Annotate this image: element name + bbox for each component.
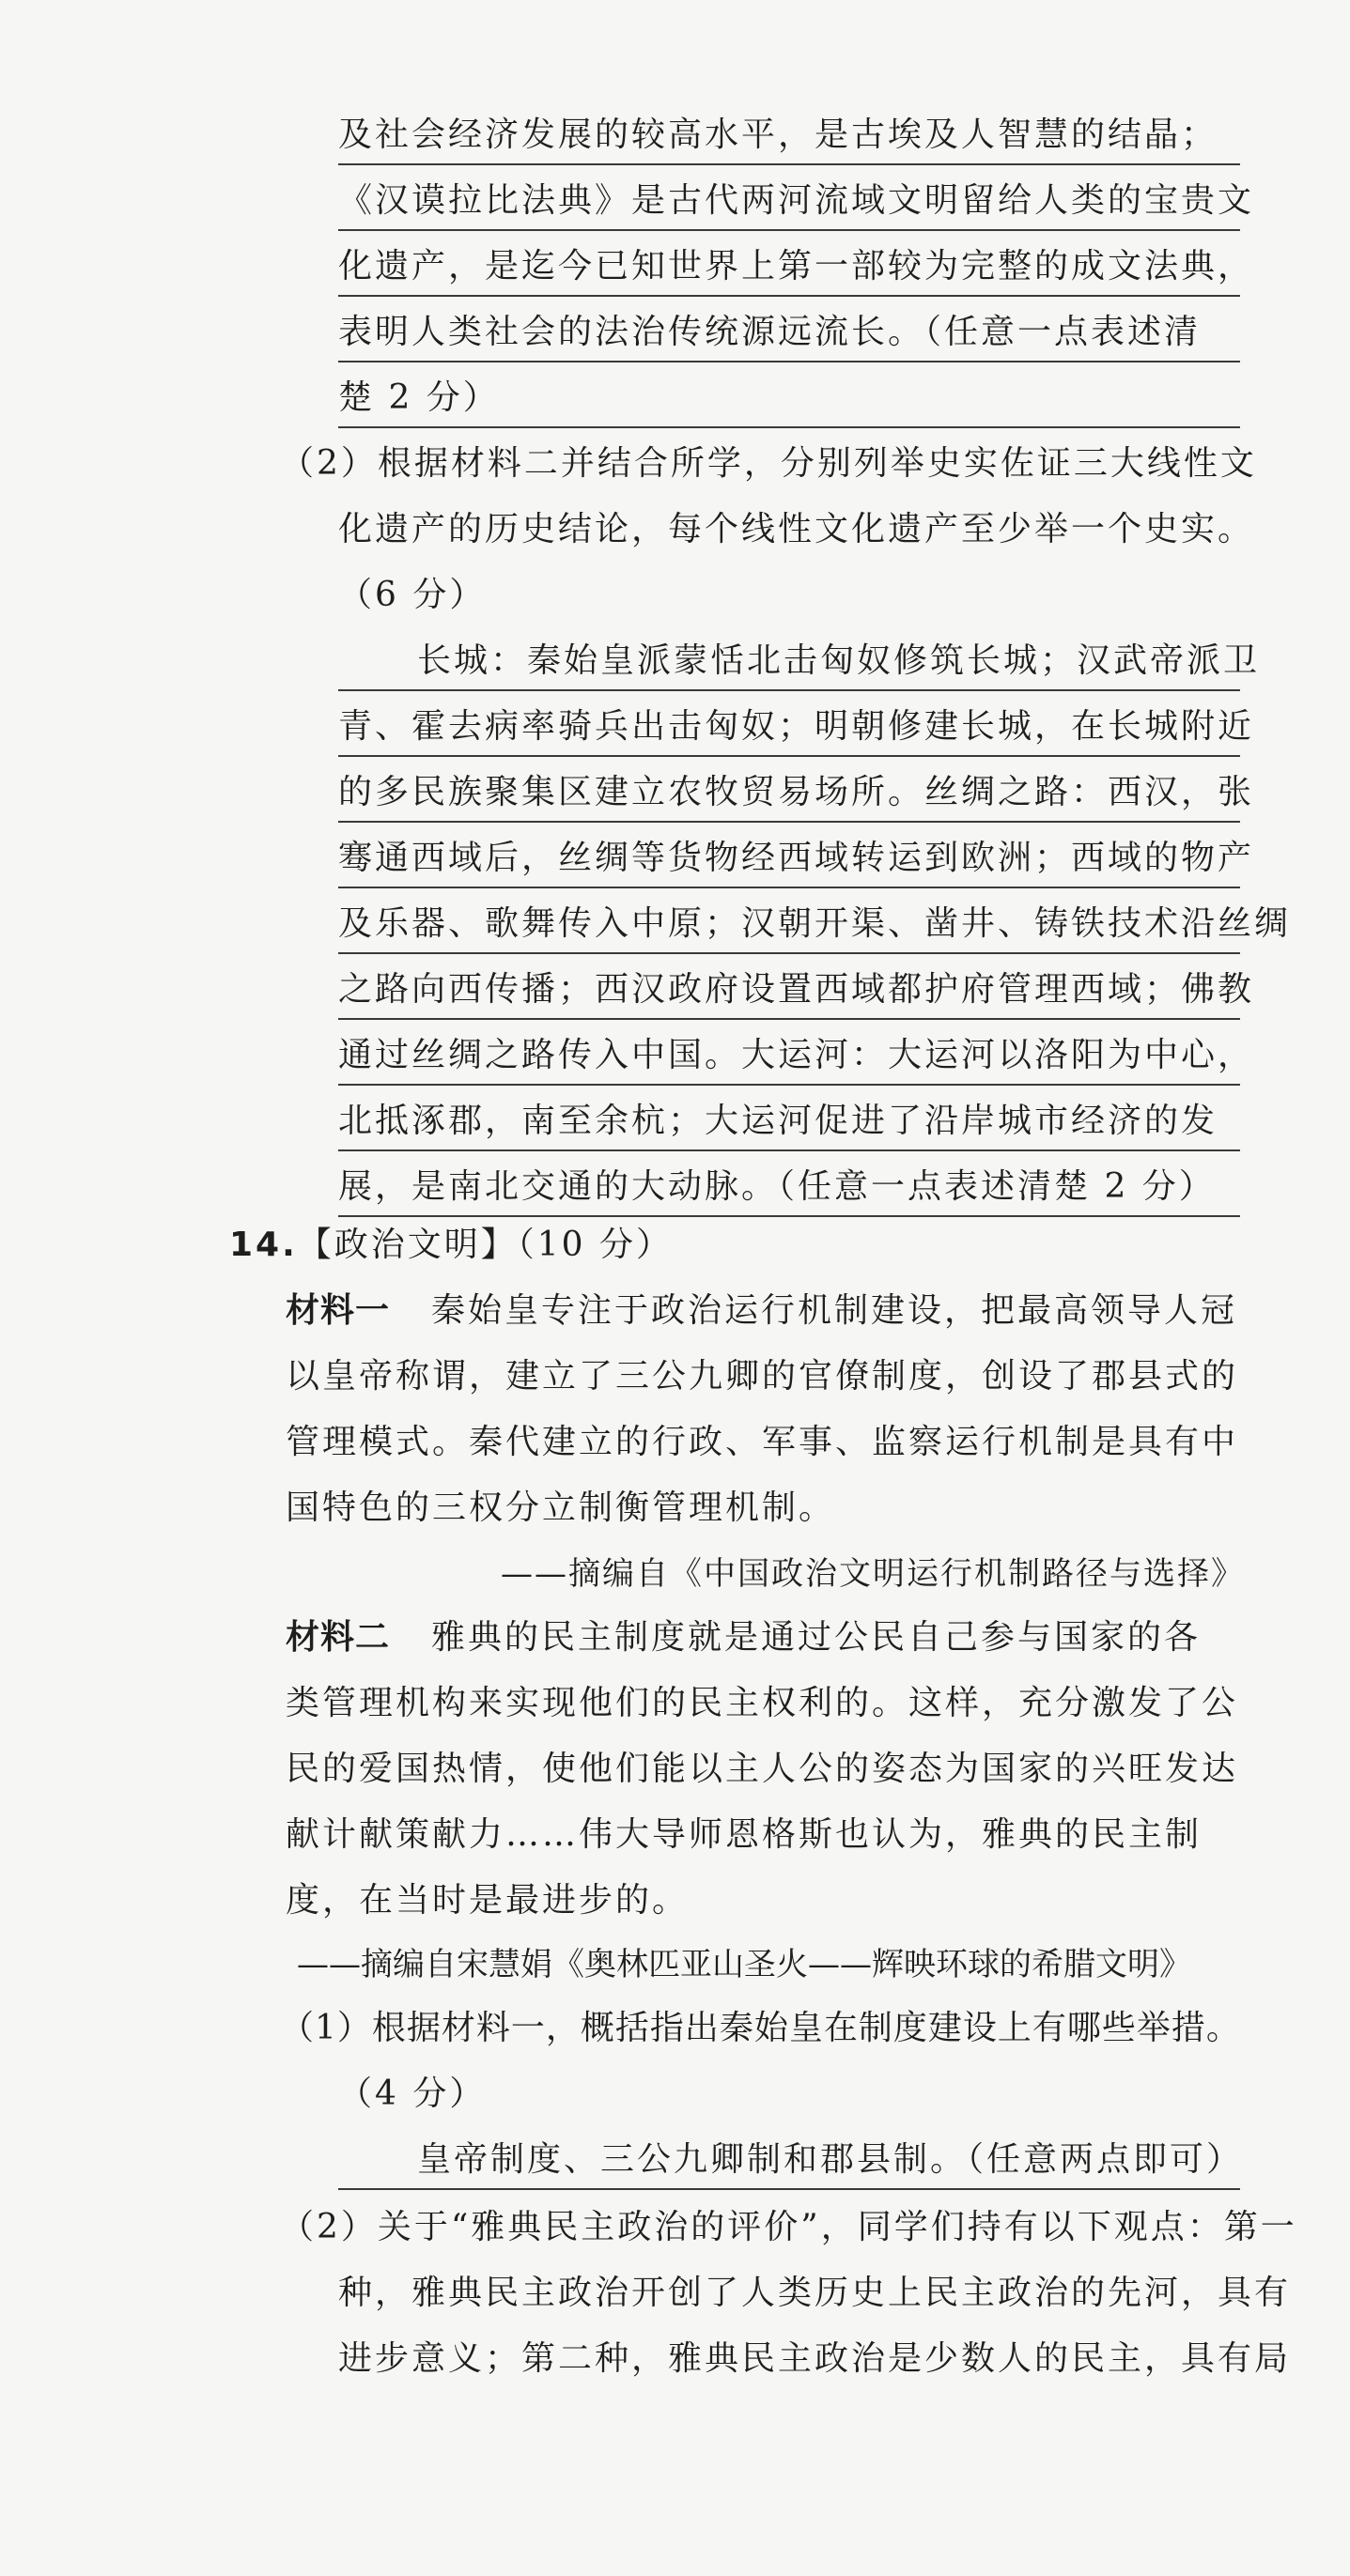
material-text: 秦始皇专注于政治运行机制建设，把最高领导人冠	[431, 1291, 1238, 1330]
answer-line: 及社会经济发展的较高水平，是古埃及人智慧的结晶；	[338, 111, 1240, 165]
question-line: （2）关于“雅典民主政治的评价”，同学们持有以下观点：第一	[280, 2208, 1297, 2246]
answer-line: 皇帝制度、三公九卿制和郡县制。（任意两点即可）	[338, 2136, 1240, 2190]
answer-line: 的多民族聚集区建立农牧贸易场所。丝绸之路：西汉，张	[338, 768, 1240, 823]
answer-line: 楚 2 分）	[338, 374, 1240, 428]
material-line: 管理模式。秦代建立的行政、军事、监察运行机制是具有中	[286, 1423, 1239, 1461]
answer-line: 之路向西传播；西汉政府设置西域都护府管理西域；佛教	[338, 965, 1240, 1020]
material-line	[286, 1287, 1237, 1335]
answer-line: 表明人类社会的法治传统源远流长。（任意一点表述清	[338, 308, 1240, 362]
question-line: 种，雅典民主政治开创了人类历史上民主政治的先河，具有	[338, 2274, 1292, 2312]
material-line: 度，在当时是最进步的。	[286, 1881, 690, 1920]
material-line	[286, 1613, 1201, 1662]
material-line: 类管理机构来实现他们的民主权利的。这样，充分激发了公	[286, 1684, 1239, 1722]
material-label: 材料一	[286, 1291, 391, 1330]
question-heading	[229, 1221, 673, 1270]
material-text: 雅典的民主制度就是通过公民自己参与国家的各	[431, 1618, 1202, 1657]
answer-line: 骞通西域后，丝绸等货物经西域转运到欧洲；西域的物产	[338, 834, 1240, 888]
answer-line: 化遗产，是迄今已知世界上第一部较为完整的成文法典，	[338, 242, 1240, 297]
answer-line: 通过丝绸之路传入中国。大运河：大运河以洛阳为中心，	[338, 1031, 1240, 1086]
material-line: 献计献策献力……伟大导师恩格斯也认为，雅典的民主制	[286, 1815, 1203, 1854]
question-title: 【政治文明】（10 分）	[297, 1226, 674, 1264]
answer-line: 及乐器、歌舞传入中原；汉朝开渠、凿井、铸铁技术沿丝绸	[338, 900, 1240, 954]
question-line: （6 分）	[338, 576, 487, 614]
question-line: （1）根据材料一，概括指出秦始皇在制度建设上有哪些举措。	[280, 2009, 1241, 2047]
answer-line: 《汉谟拉比法典》是古代两河流域文明留给人类的宝贵文	[338, 177, 1240, 231]
material-line: 以皇帝称谓，建立了三公九卿的官僚制度，创设了郡县式的	[286, 1357, 1239, 1396]
answer-line: 青、霍去病率骑兵出击匈奴；明朝修建长城，在长城附近	[338, 702, 1240, 757]
material-label: 材料二	[286, 1618, 391, 1657]
material-source: ——摘编自《中国政治文明运行机制路径与选择》	[501, 1555, 1245, 1593]
answer-line: 展，是南北交通的大动脉。（任意一点表述清楚 2 分）	[338, 1163, 1240, 1217]
material-source: ——摘编自宋慧娟《奥林匹亚山圣火——辉映环球的希腊文明》	[297, 1946, 1191, 1983]
answer-line: 北抵涿郡，南至余杭；大运河促进了沿岸城市经济的发	[338, 1097, 1240, 1151]
question-line: 化遗产的历史结论，每个线性文化遗产至少举一个史实。	[338, 510, 1255, 548]
material-line: 国特色的三权分立制衡管理机制。	[286, 1489, 836, 1527]
question-line: （4 分）	[338, 2075, 487, 2113]
question-number: 14.	[229, 1226, 298, 1264]
answer-line: 长城：秦始皇派蒙恬北击匈奴修筑长城；汉武帝派卫	[338, 637, 1240, 691]
material-line: 民的爱国热情，使他们能以主人公的姿态为国家的兴旺发达	[286, 1750, 1239, 1788]
question-line: （2）根据材料二并结合所学，分别列举史实佐证三大线性文	[280, 444, 1257, 483]
question-line: 进步意义；第二种，雅典民主政治是少数人的民主，具有局	[338, 2339, 1292, 2378]
